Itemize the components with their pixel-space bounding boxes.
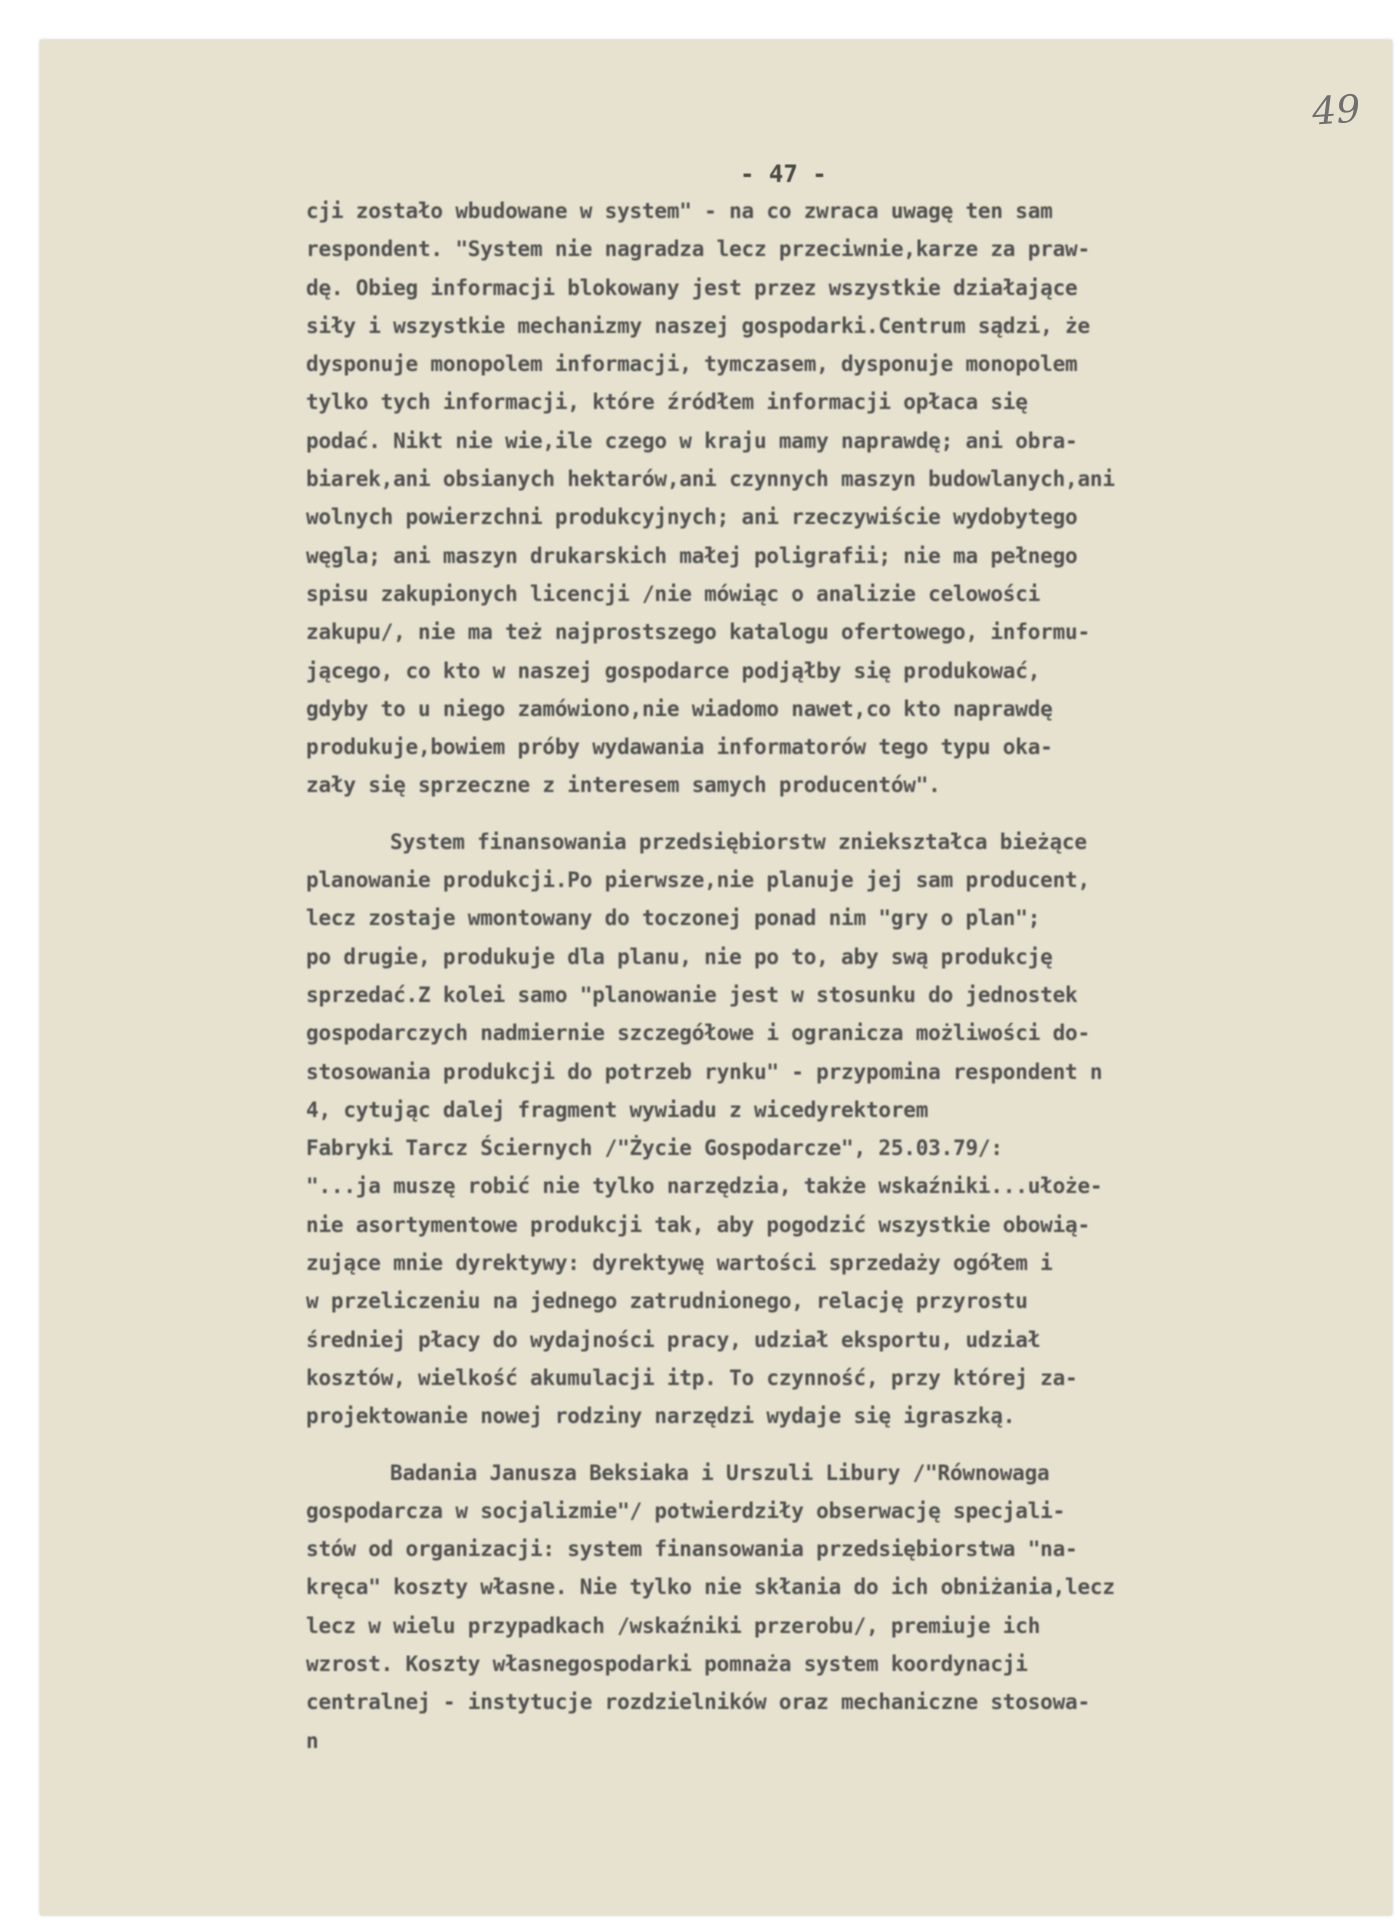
text-line: biarek,ani obsianych hektarów,ani czynnych maszyn budowlanych,ani <box>306 467 1115 492</box>
text-line: projektowanie nowej rodziny narzędzi wydaje się igraszką. <box>306 1404 1016 1429</box>
text-line: planowanie produkcji.Po pierwsze,nie planuje jej sam producent, <box>306 868 1090 893</box>
text-line: n <box>306 1728 319 1753</box>
text-line: kręca" koszty własne. Nie tylko nie skłania do ich obniżania,lecz <box>306 1575 1115 1600</box>
text-line: System finansowania przedsiębiorstw zniekształca bieżące <box>390 829 1087 854</box>
text-line: podać. Nikt nie wie,ile czego w kraju mamy naprawdę; ani obra- <box>306 428 1078 453</box>
text-line: gospodarczych nadmiernie szczegółowe i ogranicza możliwości do- <box>306 1021 1090 1046</box>
text-line: po drugie, produkuje dla planu, nie po to, aby swą produkcję <box>306 944 1053 969</box>
text-line: produkuje,bowiem próby wydawania informatorów tego typu oka- <box>306 735 1053 760</box>
text-line: jącego, co kto w naszej gospodarce podjąłby się produkować, <box>306 658 1041 683</box>
text-line: Fabryki Tarcz Ściernych /"Życie Gospodarcze", 25.03.79/: <box>306 1136 1003 1161</box>
text-line: wolnych powierzchni produkcyjnych; ani rzeczywiście wydobytego <box>306 505 1078 530</box>
text-line: stosowania produkcji do potrzeb rynku" - przypomina respondent n <box>306 1059 1103 1084</box>
text-line: węgla; ani maszyn drukarskich małej poligrafii; nie ma pełnego <box>306 543 1078 568</box>
body-text <box>306 192 1366 1760</box>
paragraph-gap <box>306 805 1366 823</box>
text-line: w przeliczeniu na jednego zatrudnionego, relację przyrostu <box>306 1289 1028 1314</box>
text-line: centralnej - instytucje rozdzielników oraz mechaniczne stosowa- <box>306 1690 1090 1715</box>
text-line: tylko tych informacji, które źródłem informacji opłaca się <box>306 390 1028 415</box>
text-line: lecz zostaje wmontowany do toczonej ponad nim "gry o plan"; <box>306 906 1041 931</box>
text-line: spisu zakupionych licencji /nie mówiąc o analizie celowości <box>306 581 1041 606</box>
text-line: siły i wszystkie mechanizmy naszej gospodarki.Centrum sądzi, że <box>306 313 1090 338</box>
text-line: zujące mnie dyrektywy: dyrektywę wartości sprzedaży ogółem i <box>306 1251 1053 1276</box>
text-line: stów od organizacji: system finansowania przedsiębiorstwa "na- <box>306 1537 1078 1562</box>
text-line: 4, cytując dalej fragment wywiadu z wicedyrektorem <box>306 1097 929 1122</box>
paragraph-gap <box>306 1436 1366 1454</box>
text-line: cji zostało wbudowane w system" - na co zwraca uwagę ten sam <box>306 199 1053 223</box>
text-line: lecz w wielu przypadkach /wskaźniki przerobu/, premiuje ich <box>306 1613 1041 1638</box>
page-number: - 47 - <box>740 160 827 188</box>
text-line: dę. Obieg informacji blokowany jest przez wszystkie działające <box>306 275 1078 300</box>
text-line: "...ja muszę robić nie tylko narzędzia, także wskaźniki...ułoże- <box>306 1174 1103 1199</box>
text-line: średniej płacy do wydajności pracy, udział eksportu, udział <box>306 1327 1041 1352</box>
text-line: nie asortymentowe produkcji tak, aby pogodzić wszystkie obowią- <box>306 1212 1090 1237</box>
text-line: Badania Janusza Beksiaka i Urszuli Libury /"Równowaga <box>390 1460 1050 1485</box>
text-line: zały się sprzeczne z interesem samych producentów". <box>306 773 941 798</box>
text-line: sprzedać.Z kolei samo "planowanie jest w stosunku do jednostek <box>306 982 1078 1007</box>
text-line: zakupu/, nie ma też najprostszego katalogu ofertowego, informu- <box>306 620 1090 645</box>
handwritten-folio-number: 49 <box>1310 86 1362 134</box>
text-line: gospodarcza w socjalizmie"/ potwierdziły obserwację specjali- <box>306 1498 1066 1523</box>
text-line: gdyby to u niego zamówiono,nie wiadomo nawet,co kto naprawdę <box>306 696 1053 721</box>
text-line: kosztów, wielkość akumulacji itp. To czynność, przy której za- <box>306 1365 1078 1390</box>
text-line: dysponuje monopolem informacji, tymczasem, dysponuje monopolem <box>306 352 1078 377</box>
text-line: respondent. "System nie nagradza lecz przeciwnie,karze za praw- <box>306 237 1090 262</box>
text-line: wzrost. Koszty własnegospodarki pomnaża system koordynacji <box>306 1651 1028 1676</box>
